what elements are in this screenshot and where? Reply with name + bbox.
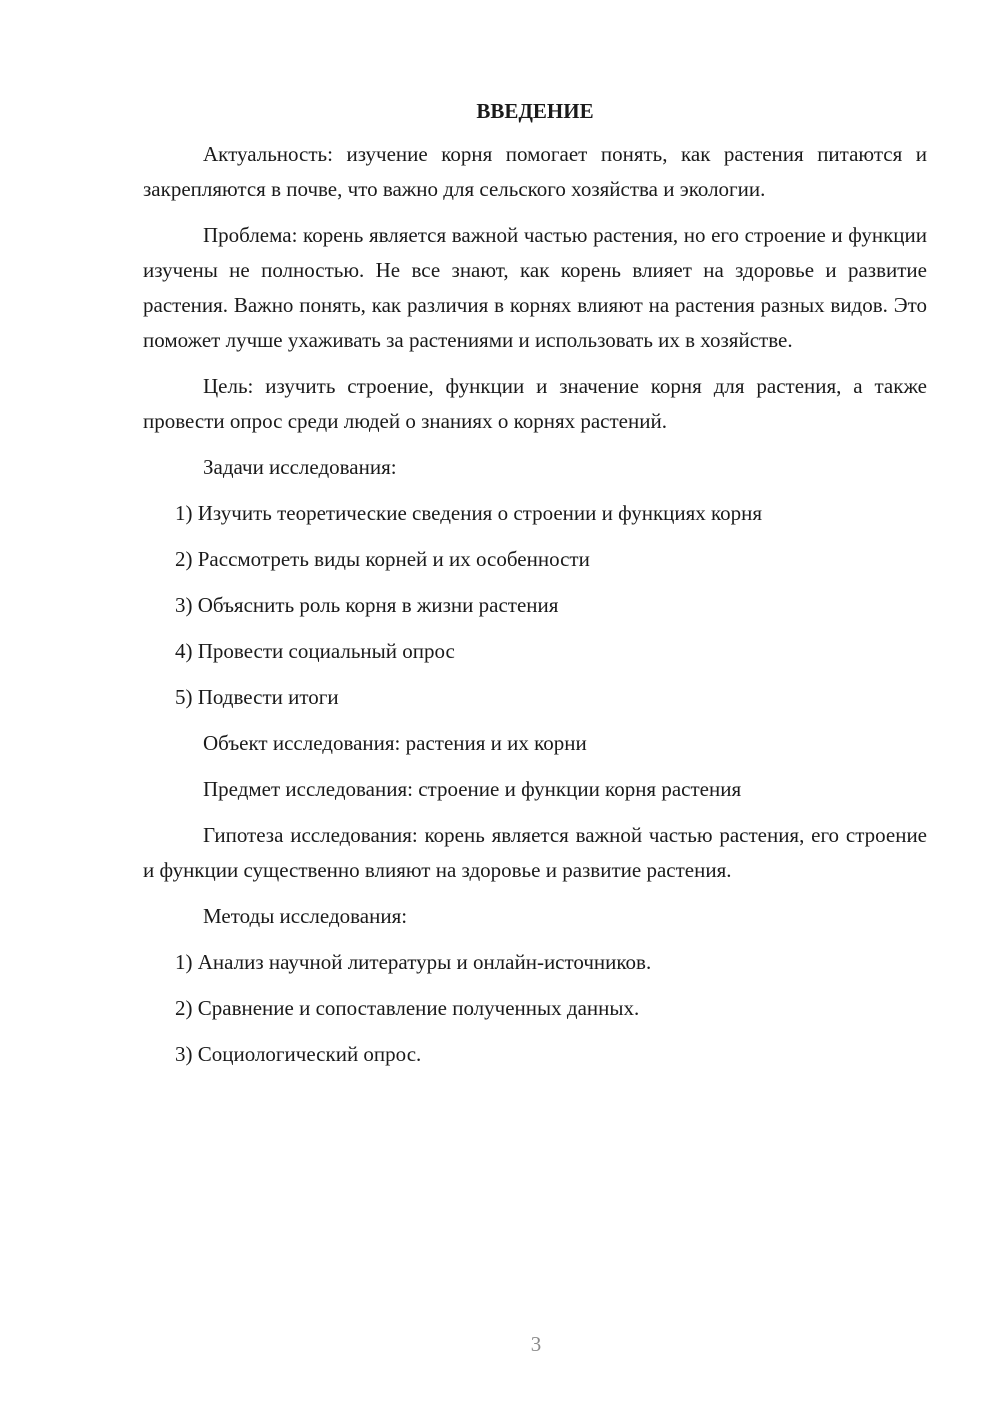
tasks-heading: Задачи исследования: <box>203 455 397 479</box>
goal-paragraph: Цель: изучить строение, функции и значение корня для растения, а также провести опрос среди людей о знаниях о корнях растений. <box>143 374 927 433</box>
method-item: 2) Сравнение и сопоставление полученных данных. <box>175 996 640 1020</box>
tasks-list <box>143 496 927 715</box>
method-item: 1) Анализ научной литературы и онлайн-источников. <box>175 950 652 974</box>
method-item: 3) Социологический опрос. <box>175 1042 422 1066</box>
object-paragraph: Объект исследования: растения и их корни <box>203 731 587 755</box>
relevance-paragraph: Актуальность: изучение корня помогает понять, как растения питаются и закрепляются в почве, что важно для сельского хозяйства и экологии. <box>143 142 927 201</box>
section-title: ВВЕДЕНИЕ <box>476 99 594 123</box>
task-item: 1) Изучить теоретические сведения о строении и функциях корня <box>175 501 763 525</box>
methods-heading: Методы исследования: <box>203 904 408 928</box>
task-item: 4) Провести социальный опрос <box>175 639 455 663</box>
problem-paragraph: Проблема: корень является важной частью растения, но его строение и функции изучены не полностью. Не все знают, как корень влияет на здоровье и развитие растения. Важно понять, как различия в корнях влияют на растения разных видов. Это поможет лучше ухаживать за растениями и использовать их в хозяйстве. <box>143 223 927 352</box>
page-number: 3 <box>530 1332 542 1356</box>
task-item: 3) Объяснить роль корня в жизни растения <box>175 593 559 617</box>
task-item: 2) Рассмотреть виды корней и их особенности <box>175 547 590 571</box>
methods-list <box>143 945 927 1072</box>
page-content <box>143 96 927 1083</box>
task-item: 5) Подвести итоги <box>175 685 339 709</box>
subject-paragraph: Предмет исследования: строение и функции корня растения <box>203 777 742 801</box>
hypothesis-paragraph: Гипотеза исследования: корень является важной частью растения, его строение и функции существенно влияют на здоровье и развитие растения. <box>143 823 927 882</box>
